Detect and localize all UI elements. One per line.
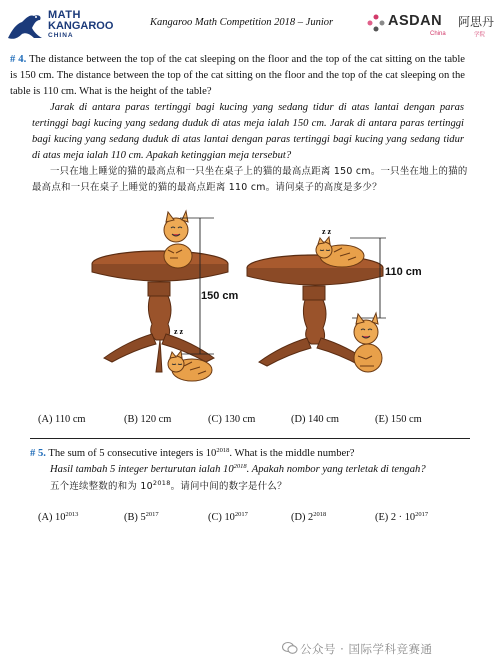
math-kangaroo-logo xyxy=(4,8,124,44)
problem5-number: # 5. xyxy=(30,448,46,459)
problem5-english xyxy=(30,446,470,462)
kangaroo-icon xyxy=(4,8,46,44)
logo-line1: MATH xyxy=(48,9,81,21)
logo-line2: KANGAROO xyxy=(48,20,114,32)
problem5-chinese xyxy=(50,479,470,495)
problem4-english xyxy=(10,52,465,100)
problem5-english-exp: 2018 xyxy=(216,447,230,454)
p4-option-d[interactable]: (D) 140 cm xyxy=(291,414,339,425)
problem5-english-b: . What is the middle number? xyxy=(229,448,355,459)
p5-option-e[interactable]: (E) $2 \cdot 10^{2017}$ xyxy=(375,511,429,523)
tables-cats-figure xyxy=(90,200,450,400)
p5-option-d[interactable]: (D) $2^{2018}$ xyxy=(291,511,327,523)
asdan-word: ASDAN xyxy=(388,13,443,29)
problem5-chinese-exp: 2018 xyxy=(152,479,171,487)
right-zz: z z xyxy=(322,227,332,236)
problem5-english-a: The sum of 5 consecutive integers is 10 xyxy=(48,448,217,459)
p5-option-b[interactable]: (B) $5^{2017}$ xyxy=(124,511,159,523)
right-sitting-cat xyxy=(354,313,382,372)
problem5-chinese-b: 。请问中间的数字是什么？ xyxy=(170,481,287,492)
label-110cm: 110 cm xyxy=(385,266,422,278)
asdan-chinese-name: 阿思丹 xyxy=(458,15,495,29)
p4-option-b[interactable]: (B) 120 cm xyxy=(124,414,172,425)
watermark: 公众号 · 国际学科竞赛通 xyxy=(300,642,433,656)
logo-line3: CHINA xyxy=(48,32,74,39)
divider xyxy=(30,438,470,439)
left-sitting-cat xyxy=(164,211,192,268)
problem4-chinese: 一只在地上睡觉的猫的最高点和一只坐在桌子上的猫的最高点距离 150 cm。一只坐在地上的猫的最高点和一只在桌子上睡觉的猫的最高点距离 110 cm。请问桌子的高度是多少？ xyxy=(32,166,468,193)
label-150cm: 150 cm xyxy=(201,290,239,302)
problem4-malay: Jarak di antara paras tertinggi bagi kucing yang sedang tidur di atas lantai dengan paras tertinggi bagi kucing yang sedang duduk di atas meja ialah 150 cm. Jarak di antara paras tertinggi bagi kucing yang sedang duduk di atas lantai dengan paras tertinggi bagi kucing yang sedang tidur di atas meja ialah 110 cm. Apakah ketinggian meja tersebut? xyxy=(32,102,464,161)
wechat-icon xyxy=(282,641,298,655)
asdan-logo xyxy=(366,13,496,41)
p5-option-a[interactable]: (A) $10^{2013}$ xyxy=(38,511,79,523)
page-title: Kangaroo Math Competition 2018 – Junior xyxy=(150,17,334,28)
problem5-malay-exp: 2018 xyxy=(233,463,247,470)
problem5-malay xyxy=(50,462,470,478)
asdan-china: China xyxy=(430,31,446,37)
problem4-english-text: The distance between the top of the cat sleeping on the floor and the top of the cat sitting on the table is 150 cm. The distance between the top of the cat sitting on the floor and the top of the cat sleeping on the table is 110 cm. What is the height of the table? xyxy=(10,54,465,97)
p4-option-c[interactable]: (C) 130 cm xyxy=(208,414,256,425)
p4-option-a[interactable]: (A) 110 cm xyxy=(38,414,86,425)
asdan-icon xyxy=(366,13,386,35)
problem5-chinese-a: 五个连续整数的和为 10 xyxy=(50,481,153,492)
p4-option-e[interactable]: (E) 150 cm xyxy=(375,414,422,425)
problem5-malay-a: Hasil tambah 5 integer berturutan ialah 10 xyxy=(50,464,234,475)
p5-option-c[interactable]: (C) $10^{2017}$ xyxy=(208,511,248,523)
left-zz: z z xyxy=(174,327,184,336)
problem5-malay-b: . Apakah nombor yang terletak di tengah? xyxy=(246,464,426,475)
asdan-sub: 学院 xyxy=(474,32,486,38)
problem4-number: # 4. xyxy=(10,54,27,65)
